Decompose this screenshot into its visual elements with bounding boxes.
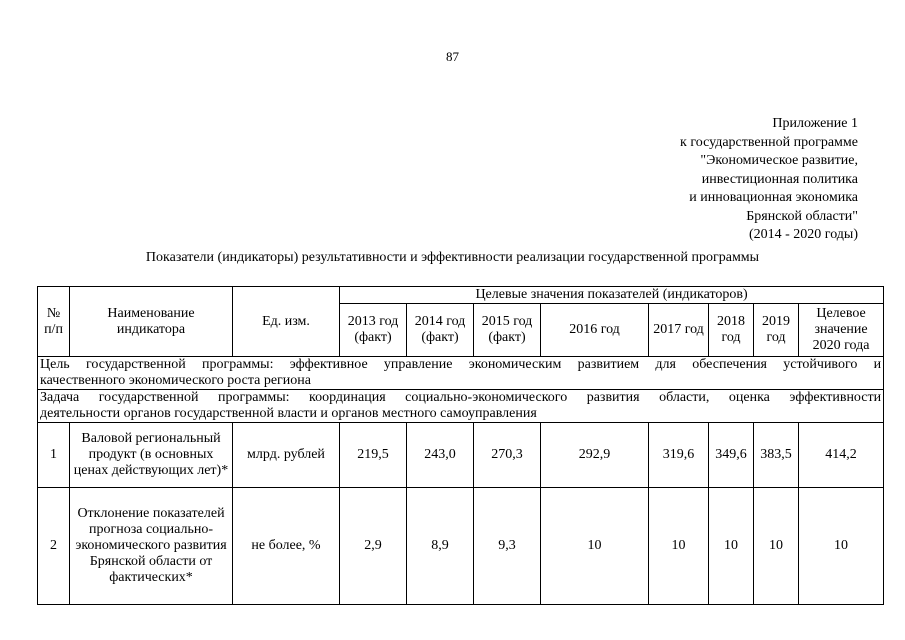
header-row-top (38, 287, 884, 304)
header-num: № п/п (38, 287, 70, 357)
row-value: 219,5 (340, 423, 407, 488)
appendix-line: (2014 - 2020 годы) (748, 227, 858, 242)
header-year: 2017 год (649, 304, 709, 357)
appendix-line: "Экономическое развитие, (700, 153, 858, 168)
goal-row (38, 357, 884, 390)
goal-line: Цель государственной программы: эффективное управление экономическим развитием для обеспечения устойчивого и (40, 357, 882, 372)
row-value: 319,6 (649, 423, 709, 488)
row-value: 10 (541, 488, 649, 605)
appendix-note (680, 115, 858, 245)
row-value: 10 (649, 488, 709, 605)
appendix-line: Брянской области" (746, 208, 858, 224)
indicators-table (37, 286, 884, 605)
table-row (38, 423, 884, 488)
row-value: 10 (799, 488, 884, 605)
appendix-line: Приложение 1 (772, 116, 858, 131)
row-value: 8,9 (407, 488, 474, 605)
task-row (38, 390, 884, 423)
appendix-line: инвестиционная политика (701, 171, 858, 187)
header-year: 2014 год (факт) (407, 304, 474, 357)
row-value: 383,5 (754, 423, 799, 488)
row-value: 243,0 (407, 423, 474, 488)
row-unit: не более, % (233, 488, 340, 605)
page-number: 87 (446, 49, 459, 64)
goal-cell (38, 357, 884, 390)
row-num: 2 (38, 488, 70, 605)
goal-line: качественного экономического роста региона (40, 373, 311, 388)
task-line: Задача государственной программы: координация социально-экономического развития области, оценка эффективности (40, 390, 882, 405)
header-target-group: Целевые значения показателей (индикаторов) (340, 287, 884, 304)
header-year: 2018 год (709, 304, 754, 357)
table-row (38, 488, 884, 605)
row-value: 10 (754, 488, 799, 605)
row-name: Валовой региональный продукт (в основных ценах действующих лет)* (70, 423, 233, 488)
document-title: Показатели (индикаторы) результативности и эффективности реализации государственной программы (145, 250, 760, 265)
header-unit: Ед. изм. (233, 287, 340, 357)
appendix-line: и инновационная экономика (689, 190, 858, 205)
row-name: Отклонение показателей прогноза социально-экономического развития Брянской области от фактических* (70, 488, 233, 605)
task-cell (38, 390, 884, 423)
header-year: 2013 год (факт) (340, 304, 407, 357)
row-value: 349,6 (709, 423, 754, 488)
appendix-line: к государственной программе (680, 134, 858, 150)
header-year: Целевое значение 2020 года (799, 304, 884, 357)
task-line: деятельности органов государственной власти и органов местного самоуправления (40, 406, 537, 421)
row-value: 2,9 (340, 488, 407, 605)
row-value: 10 (709, 488, 754, 605)
row-value: 414,2 (799, 423, 884, 488)
row-num: 1 (38, 423, 70, 488)
header-year: 2019 год (754, 304, 799, 357)
row-unit: млрд. рублей (233, 423, 340, 488)
header-name: Наименование индикатора (70, 287, 233, 357)
row-value: 270,3 (474, 423, 541, 488)
header-year: 2016 год (541, 304, 649, 357)
row-value: 9,3 (474, 488, 541, 605)
header-year: 2015 год (факт) (474, 304, 541, 357)
row-value: 292,9 (541, 423, 649, 488)
